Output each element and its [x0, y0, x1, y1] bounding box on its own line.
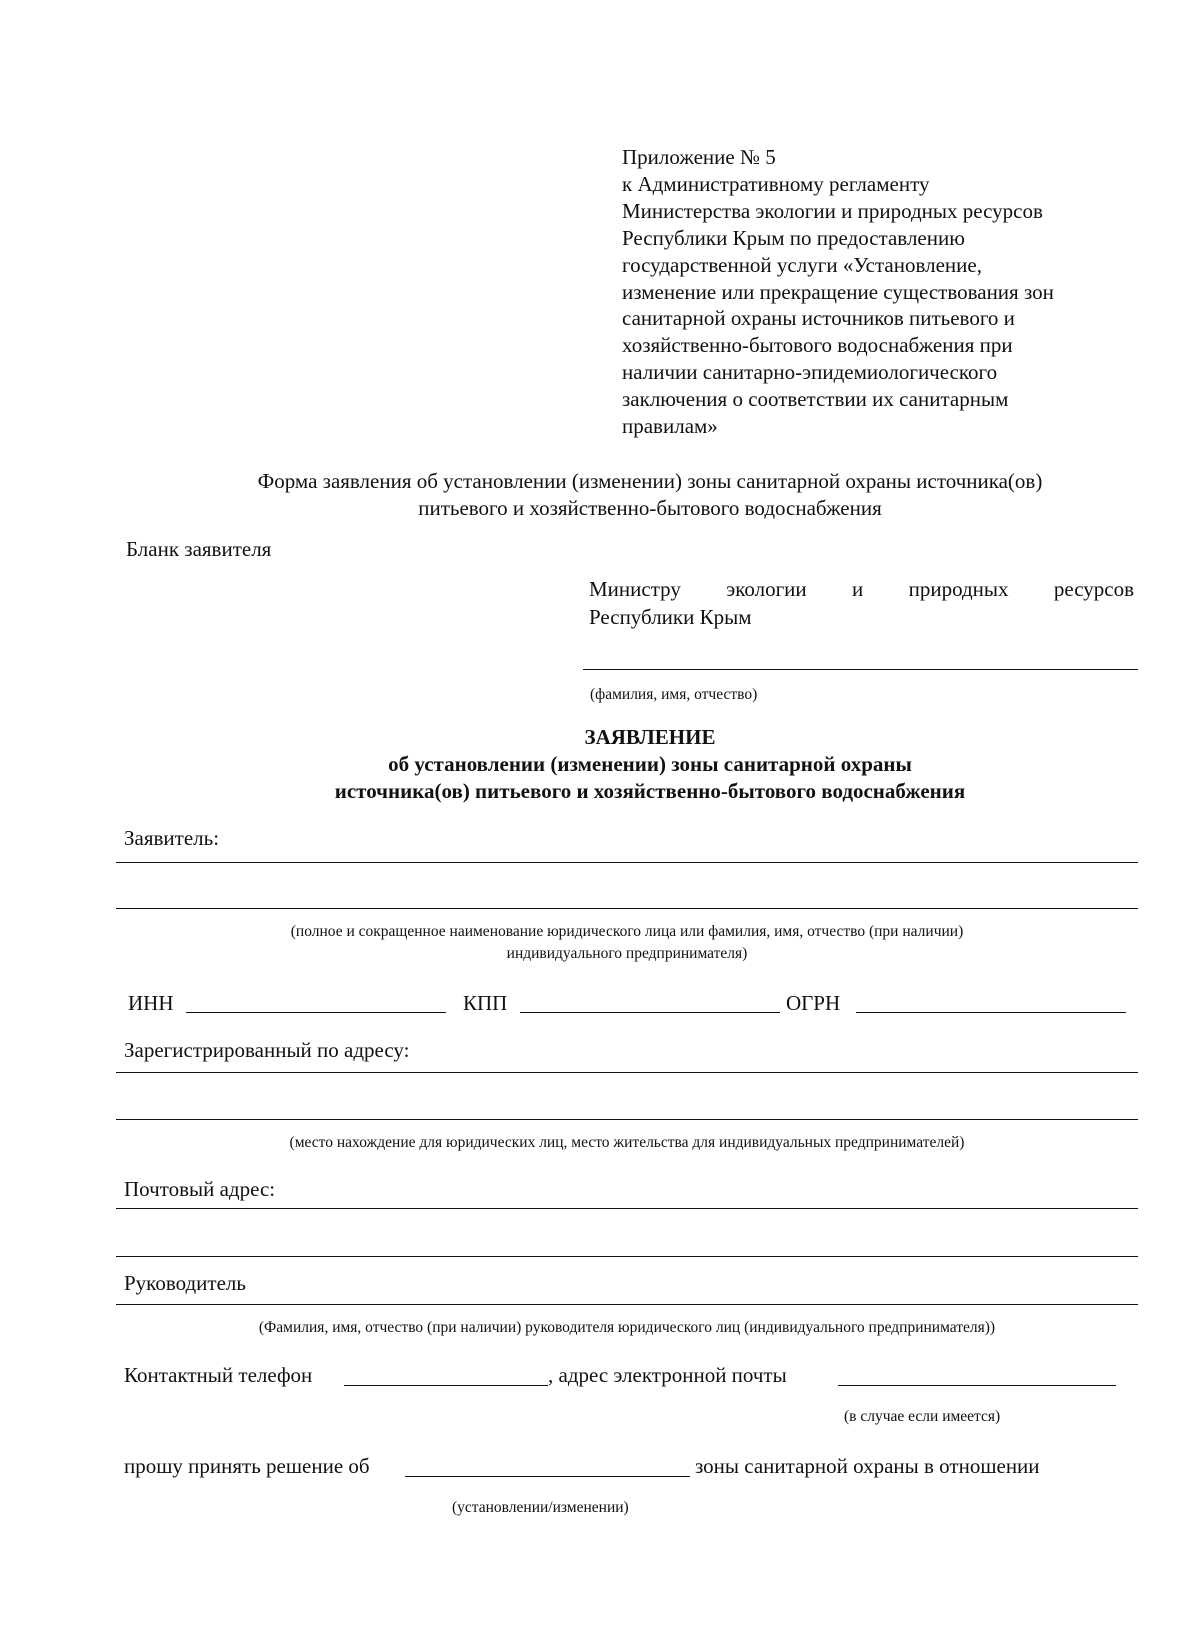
postal-address-line-1[interactable]	[116, 1208, 1138, 1209]
email-caption: (в случае если имеется)	[844, 1408, 1001, 1425]
application-title: ЗАЯВЛЕНИЕ	[584, 725, 716, 749]
recipient-word: ресурсов	[1053, 577, 1134, 601]
email-label: , адрес электронной почты	[548, 1363, 787, 1387]
annex-header	[622, 144, 1162, 440]
inn-field[interactable]	[186, 1012, 446, 1013]
annex-line: наличии санитарно-эпидемиологического	[622, 360, 998, 385]
kpp-label: КПП	[463, 991, 508, 1015]
email-field[interactable]	[838, 1385, 1116, 1386]
recipient-word: и	[852, 577, 864, 601]
form-title-line-1: Форма заявления об установлении (изменении) зоны санитарной охраны источника(ов)	[257, 469, 1043, 493]
request-caption: (установлении/изменении)	[452, 1499, 629, 1516]
request-suffix: зоны санитарной охраны в отношении	[695, 1454, 1040, 1478]
ogrn-field[interactable]	[856, 1012, 1126, 1013]
phone-field[interactable]	[344, 1385, 548, 1386]
recipient-name-field[interactable]	[583, 669, 1138, 670]
annex-line: Республики Крым по предоставлению	[622, 225, 965, 250]
ogrn-label: ОГРН	[786, 991, 841, 1015]
kpp-field[interactable]	[520, 1012, 780, 1013]
request-type-field[interactable]	[405, 1476, 690, 1477]
annex-line: правилам»	[622, 414, 718, 439]
postal-address-line-2[interactable]	[116, 1256, 1138, 1257]
recipient-word: природных	[908, 577, 1009, 601]
inn-label: ИНН	[128, 991, 174, 1015]
annex-line: изменение или прекращение существования зон	[622, 279, 1054, 304]
registered-address-label: Зарегистрированный по адресу:	[124, 1038, 410, 1062]
head-caption: (Фамилия, имя, отчество (при наличии) руководителя юридического лиц (индивидуального предпринимателя))	[258, 1319, 996, 1336]
registered-address-caption: (место нахождение для юридических лиц, место жительства для индивидуальных предпринимателей)	[289, 1134, 965, 1151]
annex-line: санитарной охраны источников питьевого и	[622, 306, 1015, 331]
applicant-field-line-2[interactable]	[116, 908, 1138, 909]
postal-address-label: Почтовый адрес:	[124, 1177, 276, 1201]
application-subtitle-1: об установлении (изменении) зоны санитарной охраны	[388, 752, 912, 776]
annex-line: Министерства экологии и природных ресурсов	[622, 198, 1043, 223]
applicant-field-line-1[interactable]	[116, 862, 1138, 863]
recipient-line-2: Республики Крым	[589, 605, 752, 629]
applicant-caption-2: индивидуального предпринимателя)	[506, 945, 748, 962]
form-title-line-2: питьевого и хозяйственно-бытового водоснабжения	[418, 496, 882, 520]
recipient-caption: (фамилия, имя, отчество)	[590, 686, 758, 703]
annex-line: к Административному регламенту	[622, 171, 930, 196]
head-field[interactable]	[116, 1304, 1138, 1305]
request-label: прошу принять решение об	[124, 1454, 370, 1478]
registered-address-line-1[interactable]	[116, 1072, 1138, 1073]
applicant-caption-1: (полное и сокращенное наименование юридического лица или фамилия, имя, отчество (при наличии)	[290, 923, 964, 940]
annex-line: хозяйственно-бытового водоснабжения при	[622, 333, 1013, 358]
applicant-blank-label: Бланк заявителя	[126, 537, 272, 561]
annex-line: Приложение № 5	[622, 145, 776, 169]
annex-line: государственной услуги «Установление,	[622, 252, 982, 277]
registered-address-line-2[interactable]	[116, 1119, 1138, 1120]
recipient-word: Министру	[589, 577, 681, 601]
annex-line: заключения о соответствии их санитарным	[622, 387, 1009, 412]
applicant-label: Заявитель:	[124, 826, 220, 850]
application-subtitle-2: источника(ов) питьевого и хозяйственно-бытового водоснабжения	[334, 779, 966, 803]
phone-label: Контактный телефон	[124, 1363, 313, 1387]
recipient-line-1	[589, 576, 1134, 603]
head-label: Руководитель	[124, 1271, 246, 1295]
recipient-word: экологии	[726, 577, 807, 601]
